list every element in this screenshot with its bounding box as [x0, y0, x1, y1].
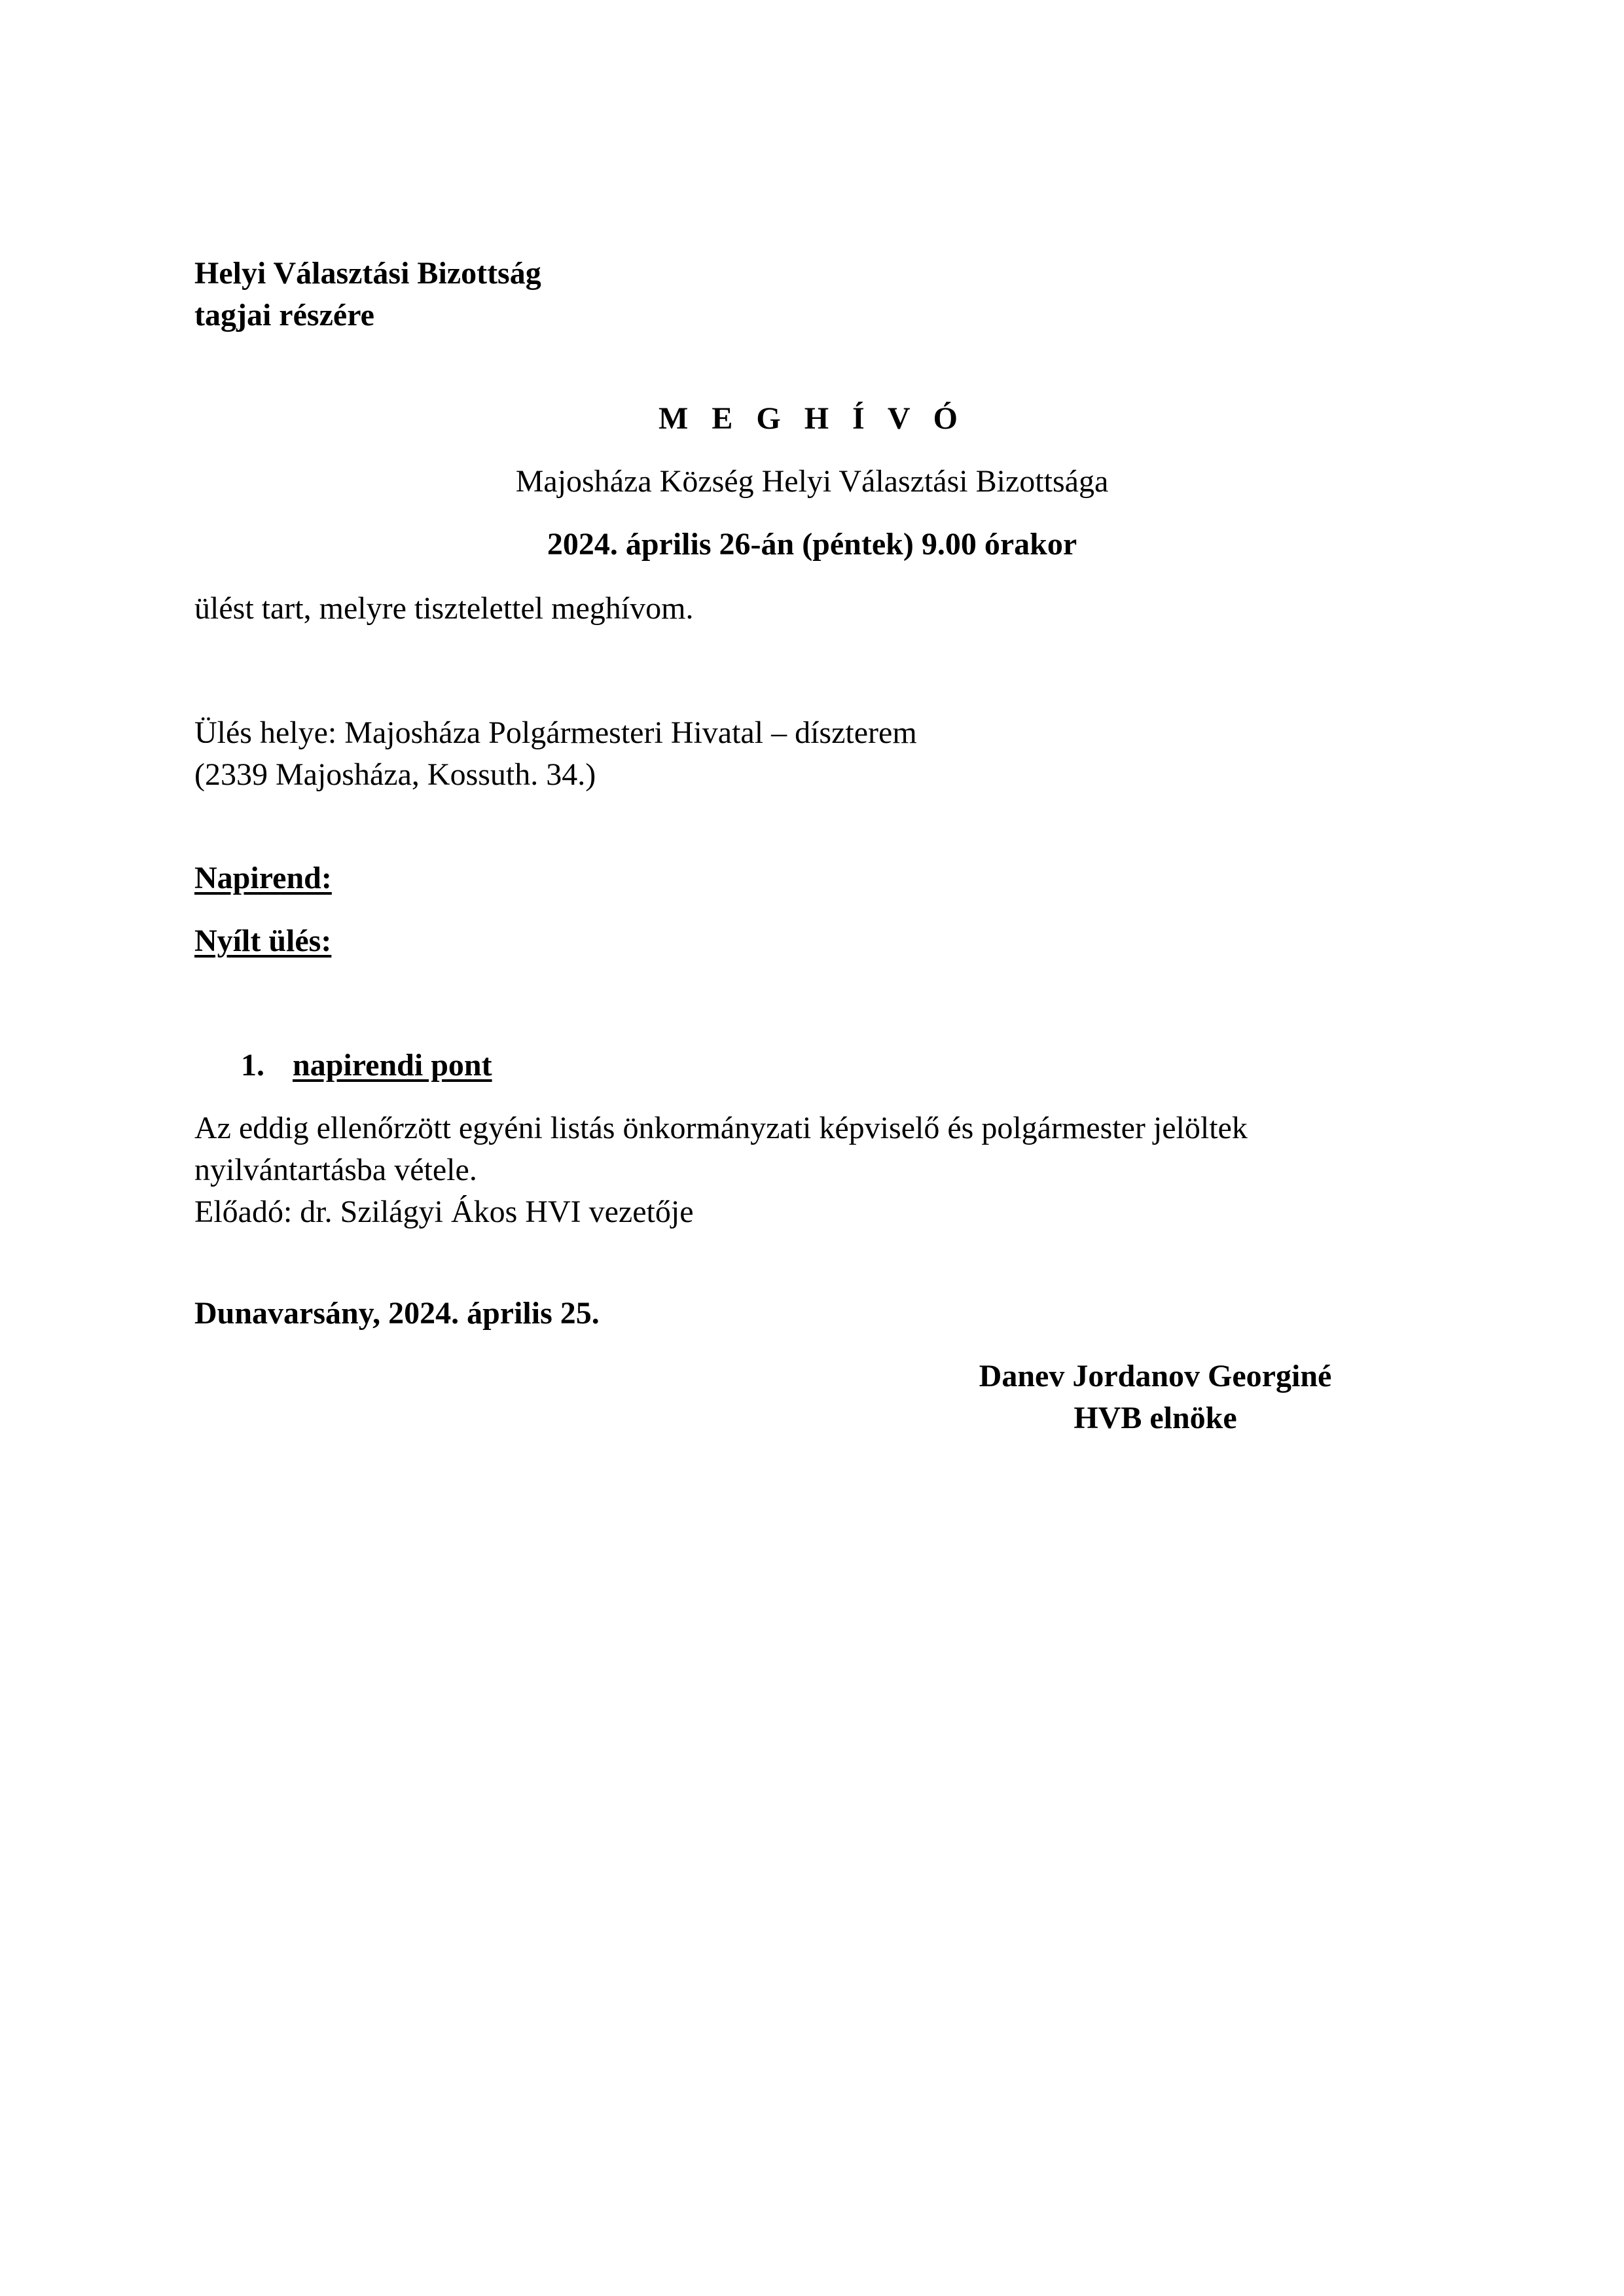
agenda-heading: Napirend:: [194, 861, 332, 895]
addressee-line-2: tagjai részére: [194, 298, 374, 332]
signatory-role: HVB elnöke: [1074, 1401, 1237, 1435]
agenda-item-number: 1.: [241, 1048, 264, 1083]
agenda-item-title: napirendi pont: [293, 1048, 492, 1083]
committee-name: Majosháza Község Helyi Választási Bizottsága: [515, 464, 1109, 499]
meeting-datetime: 2024. április 26-án (péntek) 9.00 órakor: [547, 527, 1077, 562]
session-type: Nyílt ülés:: [194, 924, 332, 958]
agenda-item-presenter: Előadó: dr. Szilágyi Ákos HVI vezetője: [194, 1194, 694, 1229]
agenda-item-description-1: Az eddig ellenőrzött egyéni listás önkormányzati képviselő és polgármester jelöltek: [194, 1111, 1248, 1145]
signatory-name: Danev Jordanov Georginé: [979, 1359, 1332, 1393]
place-date: Dunavarsány, 2024. április 25.: [194, 1296, 600, 1331]
agenda-item-description-2: nyilvántartásba vétele.: [194, 1153, 477, 1187]
venue-line-1: Ülés helye: Majosháza Polgármesteri Hivatal – díszterem: [194, 715, 917, 750]
invite-text: ülést tart, melyre tisztelettel meghívom.: [194, 591, 694, 626]
document-title: M E G H Í V Ó: [659, 401, 965, 436]
addressee-line-1: Helyi Választási Bizottság: [194, 256, 541, 291]
venue-line-2: (2339 Majosháza, Kossuth. 34.): [194, 757, 596, 792]
